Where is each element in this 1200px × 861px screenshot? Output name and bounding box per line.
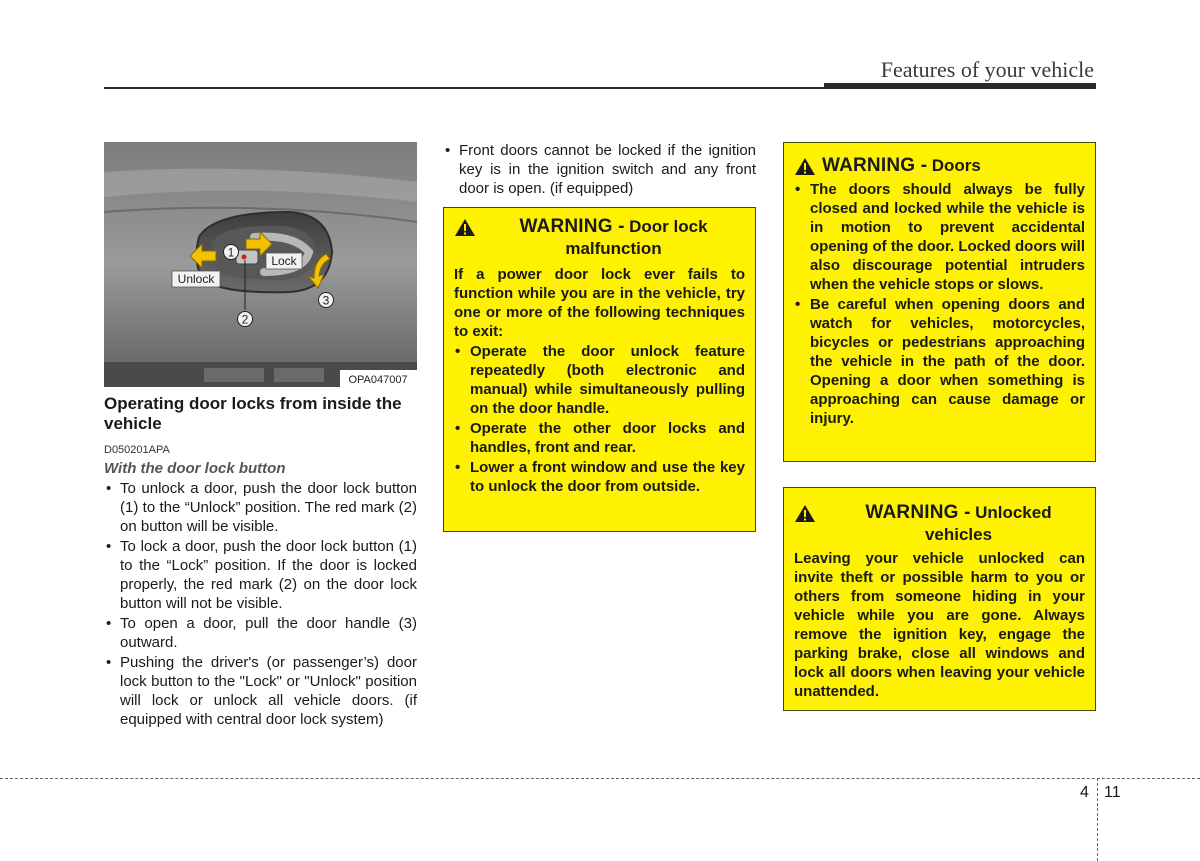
list-item: • The doors should always be fully closed and locked while the vehicle is in motion to prevent accidental opening of the door. Locked doors will also discourage potential intruders when the vehicle stops or slows. [794,180,1085,294]
figure-code: OPA047007 [348,374,408,386]
callout-3: 3 [322,293,330,308]
warning-label: WARNING - [822,155,928,176]
warning-label: WARNING - [865,502,971,523]
list-item: • Pushing the driver's (or passenger’s) door lock button to the "Lock" or "Unlock" position will lock or unlock all vehicle doors. (if equipped with central door lock system) [104,653,417,729]
warning-triangle-icon [794,157,816,176]
warning-subject: Door lock malfunction [565,217,708,258]
warning-intro: If a power door lock ever fails to function while you are in the vehicle, try one or more of the following techniques to exit: [454,266,745,340]
warning-title [794,155,1085,177]
section-code: D050201APA [104,444,170,456]
list-item: • Lower a front window and use the key to unlock the door from outside. [454,458,745,496]
callout-1: 1 [227,245,235,260]
front-doors-note [443,139,756,199]
callout-2: 2 [241,312,249,327]
red-mark [242,255,247,260]
door-lock-illustration [104,142,417,387]
footer-rule [0,778,1200,779]
lock-button-shape [236,250,258,264]
list-item: • To unlock a door, push the door lock button (1) to the “Unlock” position. The red mark (2) on button will be visible. [104,479,417,536]
list-item: • Operate the other door locks and handles, front and rear. [454,419,745,457]
door-lock-figure [104,142,417,387]
warning-list [454,342,745,496]
page-header-title: Features of your vehicle [880,57,1094,82]
footer-divider [1097,778,1098,861]
warning-triangle-icon [454,218,476,237]
section-subheading: With the door lock button [104,460,286,477]
warning-triangle-icon [794,504,816,523]
warning-subject: Doors [931,156,981,175]
warning-body: Leaving your vehicle unlocked can invite theft or possible harm to you or others from someone hiding in your vehicle while you are gone. Always remove the ignition key, engage the parking brake, close all windows and lock all doors when leaving your vehicle unattended. [794,550,1085,700]
warning-doors [783,142,1096,462]
list-item: • Operate the door unlock feature repeatedly (both electronic and manual) while simultaneously pulling on the door handle. [454,342,745,418]
list-item: • Front doors cannot be locked if the ignition key is in the ignition switch and any front door is open. (if equipped) [443,141,756,198]
warning-subject: Unlocked vehicles [924,503,1052,544]
section-operating-door-locks [104,394,417,730]
warning-unlocked-vehicles [783,487,1096,711]
label-lock: Lock [271,254,297,268]
label-unlock: Unlock [177,272,215,286]
warning-title [454,216,745,260]
list-item: • To lock a door, push the door lock button (1) to the “Lock” position. If the door is locked properly, the red mark (2) on the door lock button will not be visible. [104,537,417,613]
warning-title [794,502,1085,546]
page-number: 11 [1104,784,1121,801]
list-item: • To open a door, pull the door handle (3) outward. [104,614,417,652]
header-rule-accent [824,83,1096,89]
list-item: • Be careful when opening doors and watch for vehicles, motorcycles, bicycles or pedestrians approaching the vehicle in the path of the door. Opening a door when something is approaching can cause damage or injury. [794,295,1085,428]
section-bullets [104,479,417,729]
warning-list [794,180,1085,428]
warning-door-lock-malfunction [443,207,756,532]
section-heading: Operating door locks from inside the vehicle [104,394,402,433]
page-chapter-number: 4 [1080,784,1089,801]
warning-label: WARNING - [519,216,625,237]
